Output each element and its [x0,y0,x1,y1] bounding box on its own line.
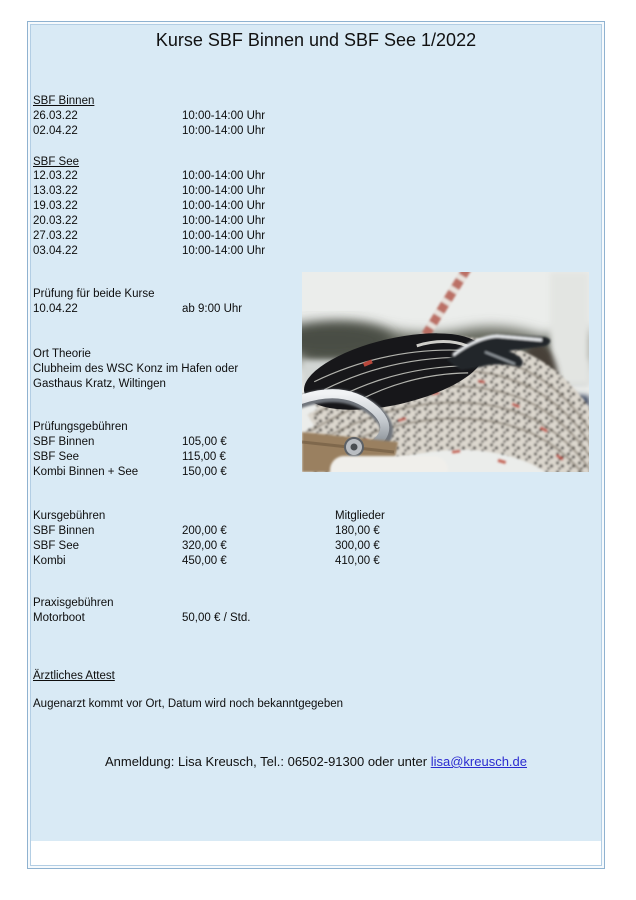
section-heading-kursgebuehren: Kursgebühren [33,510,106,522]
section-sbf-see [0,155,600,170]
fee-row [0,611,600,626]
course-time: 10:00-14:00 Uhr [182,230,266,242]
registration-text: Anmeldung: Lisa Kreusch, Tel.: 06502-91300 oder unter [105,754,431,769]
fee-row [0,539,600,554]
section-sbf-binnen [0,94,600,109]
schedule-row [0,169,600,184]
course-time: 10:00-14:00 Uhr [182,110,266,122]
course-date: 20.03.22 [33,215,78,227]
fee-label: SBF See [33,451,80,463]
fee-label: SBF See [33,540,80,552]
fee-amount: 105,00 € [182,436,227,448]
member-fee-amount: 180,00 € [335,525,380,537]
course-time: 10:00-14:00 Uhr [182,185,266,197]
section-kursgebuehren [0,509,600,524]
section-heading-sbf-binnen: SBF Binnen [33,95,95,107]
fee-amount: 200,00 € [182,525,227,537]
course-date: 27.03.22 [33,230,78,242]
fee-row [0,554,600,569]
sailboat-winch-rope-photo [302,272,589,472]
course-date: 12.03.22 [33,170,78,182]
fee-amount: 115,00 € [182,451,226,463]
members-column-header: Mitglieder [335,510,385,522]
fee-amount: 320,00 € [182,540,227,552]
section-heading-praxisgebuehren: Praxisgebühren [33,597,114,609]
page-title: Kurse SBF Binnen und SBF See 1/2022 [155,30,477,50]
fee-label: Kombi [33,555,66,567]
schedule-row [0,184,600,199]
section-heading-pruefungsgebuehren: Prüfungsgebühren [33,421,128,433]
section-heading-pruefung: Prüfung für beide Kurse [33,288,155,300]
photo-illustration [302,272,589,472]
section-praxisgebuehren [0,596,600,611]
member-fee-amount: 300,00 € [335,540,380,552]
schedule-row [0,109,600,124]
course-date: 03.04.22 [33,245,78,257]
fee-label: SBF Binnen [33,525,95,537]
course-time: 10:00-14:00 Uhr [182,170,266,182]
section-heading-ort-theorie: Ort Theorie [33,348,91,360]
location-text: Clubheim des WSC Konz im Hafen oder [33,363,239,375]
fee-label: SBF Binnen [33,436,95,448]
course-date: 19.03.22 [33,200,78,212]
course-time: 10:00-14:00 Uhr [182,125,266,137]
schedule-row [0,214,600,229]
exam-date: 10.04.22 [33,303,78,315]
schedule-row [0,229,600,244]
exam-time: ab 9:00 Uhr [182,303,243,315]
course-time: 10:00-14:00 Uhr [182,215,266,227]
attest-note [0,697,600,712]
fee-amount: 50,00 € / Std. [182,612,251,624]
location-text: Gasthaus Kratz, Wiltingen [33,378,166,390]
course-time: 10:00-14:00 Uhr [182,245,266,257]
section-heading-attest: Ärztliches Attest [33,670,115,682]
registration-line [27,753,605,770]
course-date: 13.03.22 [33,185,78,197]
attest-note-text: Augenarzt kommt vor Ort, Datum wird noch bekanntgegeben [33,698,344,710]
fee-row [0,524,600,539]
fee-label: Kombi Binnen + See [33,466,139,478]
fee-label: Motorboot [33,612,85,624]
section-heading-sbf-see: SBF See [33,156,80,168]
course-date: 26.03.22 [33,110,78,122]
email-link[interactable]: lisa@kreusch.de [430,754,527,769]
fee-amount: 450,00 € [182,555,227,567]
member-fee-amount: 410,00 € [335,555,380,567]
section-attest [0,669,600,684]
schedule-row [0,124,600,139]
fee-amount: 150,00 € [182,466,227,478]
course-date: 02.04.22 [33,125,78,137]
schedule-row [0,244,600,259]
schedule-row [0,199,600,214]
course-time: 10:00-14:00 Uhr [182,200,266,212]
